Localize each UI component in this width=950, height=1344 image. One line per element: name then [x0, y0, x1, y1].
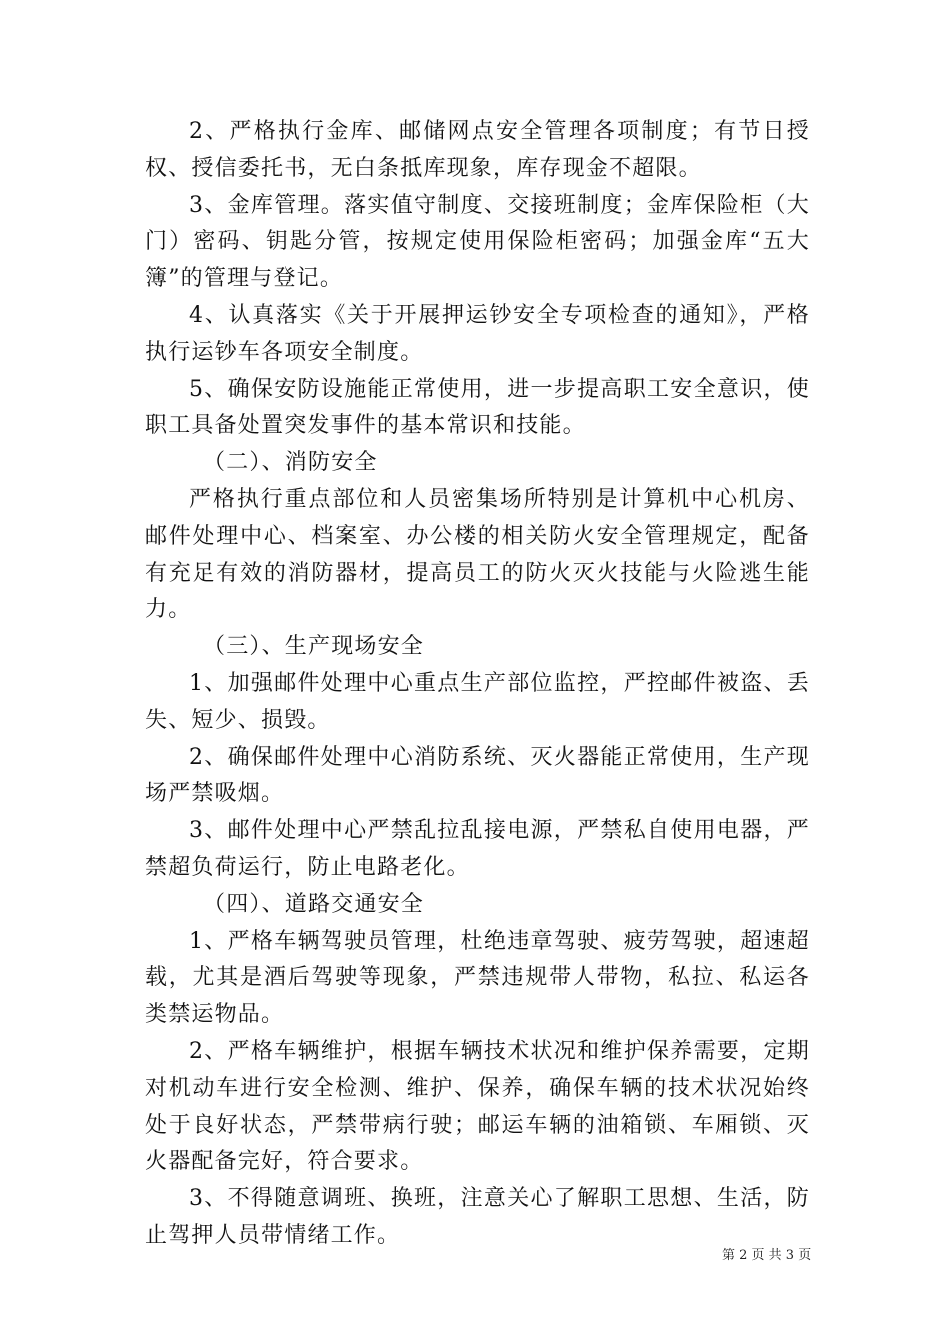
paragraph-road-1: 1、严格车辆驾驶员管理，杜绝违章驾驶、疲劳驾驶，超速超载，尤其是酒后驾驶等现象，严禁违规带人带物，私拉、私运各类禁运物品。 [145, 928, 810, 1028]
page-number: 第 2 页 共 3 页 [722, 1248, 812, 1263]
paragraph-production-2: 2、确保邮件处理中心消防系统、灭火器能正常使用，生产现场严禁吸烟。 [145, 744, 810, 807]
paragraph-production-3: 3、邮件处理中心严禁乱拉乱接电源，严禁私自使用电器，严禁超负荷运行，防止电路老化。 [145, 818, 810, 880]
section-heading-fire-safety: （二）、消防安全 [203, 450, 378, 476]
paragraph-road-3: 3、不得随意调班、换班，注意关心了解职工思想、生活，防止驾押人员带情绪工作。 [145, 1186, 810, 1248]
paragraph-4: 4、认真落实《关于开展押运钞安全专项检查的通知》，严格执行运钞车各项安全制度。 [145, 302, 810, 365]
paragraph-road-2: 2、严格车辆维护，根据车辆技术状况和维护保养需要，定期对机动车进行安全检测、维护、保养，确保车辆的技术状况始终处于良好状态，严禁带病行驶；邮运车辆的油箱锁、车厢锁、灭火器配备完好，符合要求。 [145, 1038, 810, 1175]
paragraph-3: 3、金库管理。落实值守制度、交接班制度；金库保险柜（大门）密码、钥匙分管，按规定使用保险柜密码；加强金库“五大簿”的管理与登记。 [145, 192, 810, 292]
document-body [145, 114, 810, 1255]
paragraph-fire-safety: 严格执行重点部位和人员密集场所特别是计算机中心机房、邮件处理中心、档案室、办公楼的相关防火安全管理规定，配备有充足有效的消防器材，提高员工的防火灭火技能与火险逃生能力。 [145, 486, 810, 623]
paragraph-production-1: 1、加强邮件处理中心重点生产部位监控，严控邮件被盗、丢失、短少、损毁。 [145, 670, 810, 733]
section-heading-road-safety: （四）、道路交通安全 [203, 891, 425, 917]
paragraph-2: 2、严格执行金库、邮储网点安全管理各项制度；有节日授权、授信委托书，无白条抵库现象，库存现金不超限。 [145, 119, 810, 181]
section-heading-production-safety: （三）、生产现场安全 [203, 634, 425, 660]
paragraph-5: 5、确保安防设施能正常使用，进一步提高职工安全意识，使职工具备处置突发事件的基本常识和技能。 [145, 376, 810, 439]
